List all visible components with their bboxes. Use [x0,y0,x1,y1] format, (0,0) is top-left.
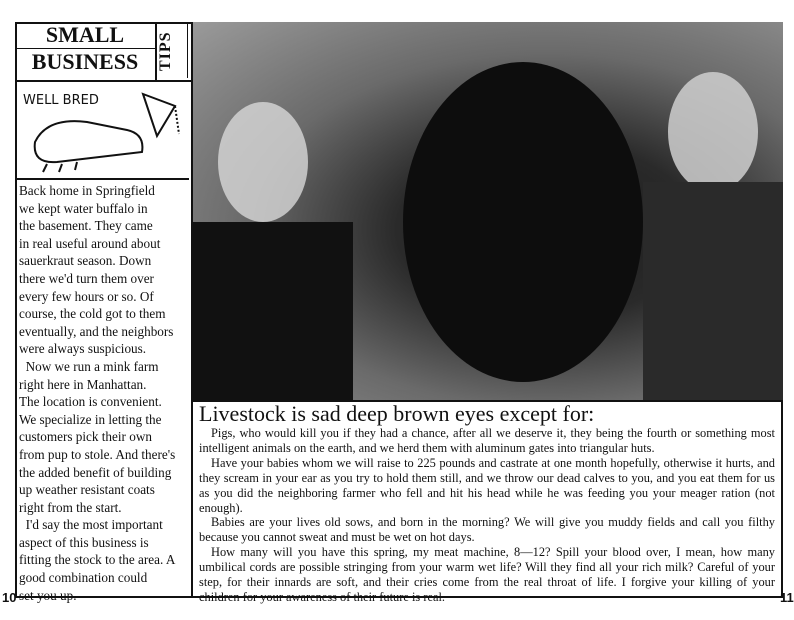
column-line: from pup to stole. And there's [19,446,176,462]
horse-photograph [193,22,783,402]
column-line: up weather resistant coats [19,482,155,498]
article-body [199,426,775,605]
shoe-cartoon-icon [17,82,189,178]
column-line: in real useful around about [19,235,161,251]
column-line: the basement. They came [19,218,153,234]
page-number-right: 11 [780,590,794,605]
column-line: aspect of this business is [19,534,149,550]
well-bred-cartoon [17,82,189,180]
column-line: we kept water buffalo in [19,200,148,216]
svg-text:WELL BRED: WELL BRED [23,93,99,108]
small-business-tips-column [15,22,193,603]
column-line: We specialize in letting the [19,411,162,427]
column-line: The location is convenient. [19,394,162,410]
column-line: Back home in Springfield [19,183,155,198]
article-paragraph: Pigs, who would kill you if they had a chance, after all we deserve it, they being the fourth or something most intelligent animals on the earth, and we herd them with aluminum gates into triangular huts. [199,426,775,455]
column-line: were always suspicious. [19,341,147,357]
article-paragraph: Babies are your lives old sows, and born in the morning? We will give you muddy fields and call you filthy because you cannot sweat and must be wet on hot days. [199,515,775,545]
column-line: the added benefit of building [19,464,172,480]
column-line: Now we run a mink farm [19,358,159,374]
page-number-left: 10 [2,590,17,605]
masthead-title [15,22,157,80]
column-line: I'd say the most important [19,517,163,533]
column-line: good combination could [19,570,148,586]
column-line: every few hours or so. Of [19,288,154,304]
masthead-line1: SMALL [15,22,155,49]
masthead-tips: TIPS [157,24,188,78]
column-line: customers pick their own [19,429,152,445]
column-line: there we'd turn them over [19,270,154,286]
article [193,401,781,604]
masthead-line2: BUSINESS [31,49,139,74]
article-paragraph: Have your babies whom we will raise to 225 pounds and castrate at one month hopefully, otherwise it hurts, and they scream in your ear as you try to hold them still, and we throw our dead calves to you, and you eat them for us as you did the neighboring farmer who fell and hit his head while he was feeding you your meager ration (not enough). [199,455,775,515]
column-text [19,182,191,604]
column-line: right here in Manhattan. [19,376,147,392]
column-line: right from the start. [19,499,122,515]
article-headline: Livestock is sad deep brown eyes except for: [199,401,595,426]
column-line: course, the cold got to them [19,306,166,322]
article-paragraph: How many will you have this spring, my meat machine, 8—12? Spill your blood over, I mean, how many umbilical cords are possible stringing from your warm wet life? Will they find all your rich milk? Careful of your step, for their innards are soft, and their cries come from the real throat of life. I forgive your killing of your children for your awareness of their future is real. [199,545,775,604]
column-line: eventually, and the neighbors [19,323,174,339]
masthead [15,22,191,82]
photo-shapes [193,22,783,400]
column-line: set you up. [19,587,77,603]
column-line: sauerkraut season. Down [19,253,152,269]
column-line: fitting the stock to the area. A [19,552,176,568]
